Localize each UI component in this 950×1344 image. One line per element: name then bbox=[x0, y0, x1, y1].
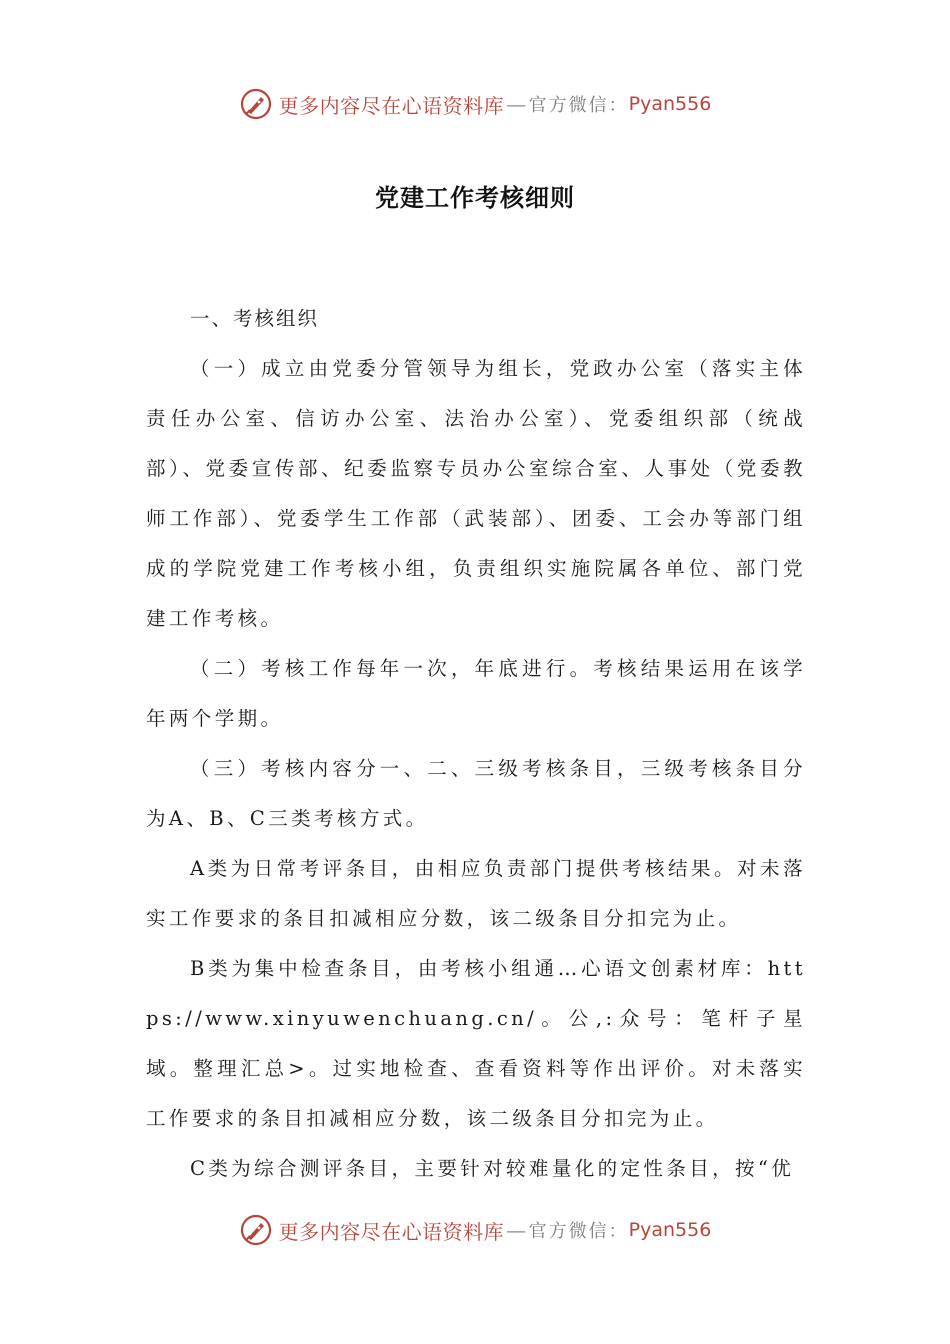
paragraph: A类为日常考评条目，由相应负责部门提供考核结果。对未落实工作要求的条目扣减相应分数，该二级条目分扣完为止。 bbox=[146, 857, 806, 930]
watermark-subtitle: 官方微信： bbox=[528, 95, 629, 116]
watermark-brand: 更多内容尽在心语资料库 bbox=[278, 1219, 505, 1244]
watermark-dash: — bbox=[506, 92, 527, 116]
section-heading: 一、考核组织 bbox=[190, 307, 320, 330]
paragraph: （二）考核工作每年一次，年底进行。考核结果运用在该学年两个学期。 bbox=[146, 657, 806, 730]
watermark-brand: 更多内容尽在心语资料库 bbox=[278, 93, 505, 118]
document-title: 党建工作考核细则 bbox=[375, 184, 575, 212]
paragraph: （一）成立由党委分管领导为组长，党政办公室（落实主体责任办公室、信访办公室、法治办公室）、党委组织部（统战部）、党委宣传部、纪委监察专员办公室综合室、人事处（党委教师工作部）、党委学生工作部（武装部）、团委、工会办等部门组成的学院党建工作考核小组，负责组织实施院属各单位、部门党建工作考核。 bbox=[146, 357, 806, 630]
watermark-banner-bottom bbox=[0, 1210, 950, 1250]
pen-nib-logo-icon bbox=[239, 87, 273, 121]
watermark-dash: — bbox=[506, 1218, 527, 1242]
paragraph: B类为集中检查条目，由考核小组通…心语文创素材库：https://www.xinyuwenchuang.cn/。公,:众号：笔杆子星域。整理汇总>。过实地检查、查看资料等作出评价。对未落实工作要求的条目扣减相应分数，该二级条目分扣完为止。 bbox=[146, 957, 806, 1130]
paragraph: （三）考核内容分一、二、三级考核条目，三级考核条目分为A、B、C三类考核方式。 bbox=[146, 757, 806, 830]
document-body bbox=[146, 294, 806, 1194]
paragraph: C类为综合测评条目，主要针对较难量化的定性条目，按“优 bbox=[190, 1157, 795, 1180]
watermark-wechat-id: Pyan556 bbox=[628, 1219, 712, 1241]
watermark-subtitle: 官方微信： bbox=[528, 1221, 629, 1242]
watermark-banner-top bbox=[0, 84, 950, 124]
pen-nib-logo-icon bbox=[239, 1213, 273, 1247]
watermark-wechat-id: Pyan556 bbox=[628, 93, 712, 115]
